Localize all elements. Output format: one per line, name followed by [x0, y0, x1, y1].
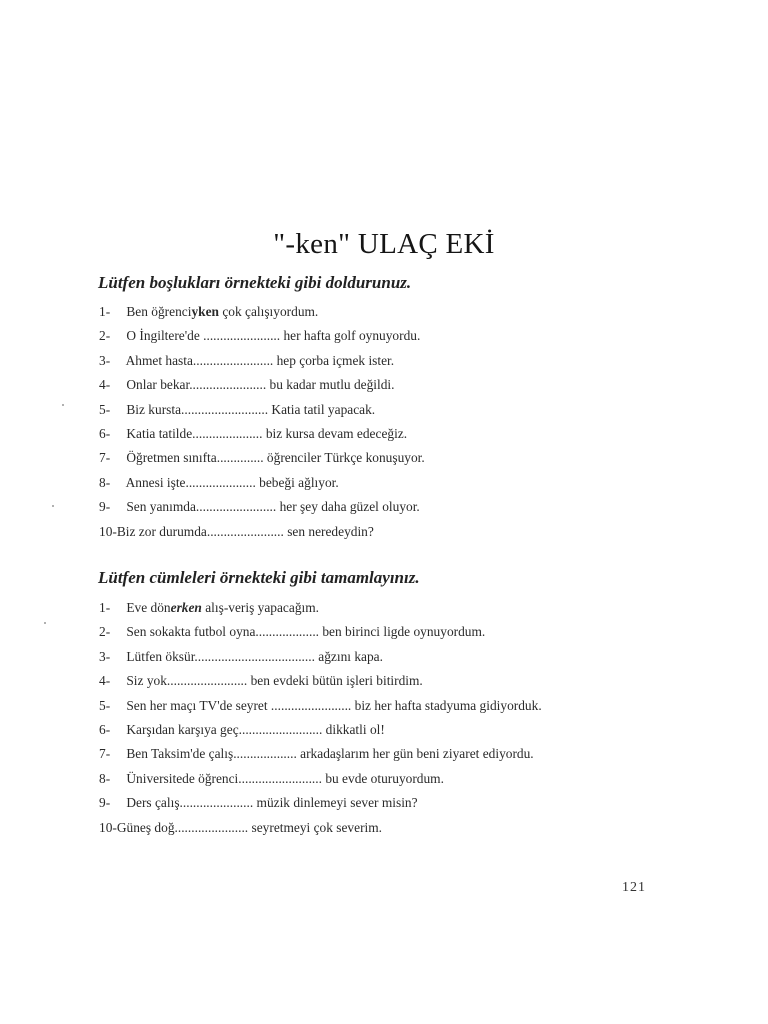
item-text: Eve dön: [126, 600, 171, 615]
scan-speck: [52, 505, 54, 507]
item-example-suffix: yken: [191, 304, 219, 319]
item-number: 5-: [99, 697, 111, 713]
section-2-instruction: Lütfen cümleleri örnekteki gibi tamamlayınız.: [98, 568, 420, 587]
item-text: Karşıdan karşıya geç......................... dikkatli ol!: [126, 721, 385, 737]
exercise-item: [99, 398, 425, 422]
exercise-item: [99, 349, 425, 373]
exercise-item: [99, 669, 542, 693]
exercise-item: [99, 520, 425, 544]
item-number: 1-: [99, 304, 111, 319]
exercise-item: [99, 324, 425, 348]
item-text: Biz kursta.......................... Katia tatil yapacak.: [126, 401, 376, 417]
exercise-item: [99, 791, 542, 815]
exercise-item: [99, 816, 542, 840]
section-1-instruction: Lütfen boşlukları örnekteki gibi doldurunuz.: [98, 273, 412, 292]
exercise-item: [99, 620, 542, 644]
item-text: Siz yok........................ ben evdeki bütün işleri bitirdim.: [126, 673, 423, 689]
item-text: Ahmet hasta........................ hep çorba içmek ister.: [125, 352, 395, 368]
item-text: Öğretmen sınıfta.............. öğrenciler Türkçe konuşuyor.: [126, 450, 425, 466]
exercise-item: [99, 471, 425, 495]
exercise-item: [99, 767, 542, 791]
item-text: Güneş doğ...................... seyretmeyi çok severim.: [116, 819, 383, 835]
item-number: 8-: [99, 770, 111, 786]
item-number: 10-: [99, 523, 117, 539]
item-text: Katia tatilde..................... biz kursa devam edeceğiz.: [126, 425, 408, 441]
section-1-exercise-list: [99, 300, 425, 544]
item-text: Lütfen öksür.................................... ağzını kapa.: [126, 648, 383, 664]
item-text: Ben Taksim'de çalış................... arkadaşlarım her gün beni ziyaret ediyordu.: [126, 746, 534, 762]
page-title: "-ken" ULAÇ EKİ: [273, 228, 495, 260]
item-number: 7-: [99, 450, 111, 466]
item-number: 8-: [99, 474, 111, 490]
item-text: Biz zor durumda....................... sen neredeydin?: [116, 523, 374, 539]
exercise-item: [99, 596, 542, 620]
exercise-item: [99, 694, 542, 718]
item-text: Annesi işte..................... bebeği ağlıyor.: [125, 474, 339, 490]
item-number: 9-: [99, 795, 111, 811]
item-text: Ben öğrenci: [126, 304, 192, 319]
item-text-end: alış-veriş yapacağım.: [201, 600, 319, 615]
exercise-item: [99, 495, 425, 519]
item-text-end: çok çalışıyordum.: [218, 304, 319, 319]
item-number: 3-: [99, 352, 111, 368]
item-number: 9-: [99, 499, 111, 515]
item-number: 7-: [99, 746, 111, 762]
item-number: 4-: [99, 377, 111, 393]
item-text: Sen sokakta futbol oyna................... ben birinci ligde oynuyordum.: [126, 624, 486, 640]
item-number: 2-: [99, 624, 111, 640]
item-number: 1-: [99, 600, 111, 615]
exercise-item: [99, 742, 542, 766]
item-text: Onlar bekar....................... bu kadar mutlu değildi.: [126, 377, 395, 393]
scan-speck: [62, 404, 64, 406]
item-text: Ders çalış...................... müzik dinlemeyi sever misin?: [126, 795, 418, 811]
item-text: Sen yanımda........................ her şey daha güzel oluyor.: [126, 499, 420, 515]
item-text: Sen her maçı TV'de seyret ........................ biz her hafta stadyuma gidiyorduk.: [126, 697, 542, 713]
exercise-item: [99, 373, 425, 397]
item-text: O İngiltere'de ....................... her hafta golf oynuyordu.: [126, 328, 421, 344]
section-2-exercise-list: [99, 596, 542, 840]
exercise-item: [99, 300, 425, 324]
item-number: 6-: [99, 721, 111, 737]
exercise-item: [99, 446, 425, 470]
item-number: 5-: [99, 401, 111, 417]
item-example-suffix: erken: [170, 600, 202, 615]
item-number: 6-: [99, 425, 111, 441]
exercise-item: [99, 645, 542, 669]
scan-speck: [44, 622, 46, 624]
item-number: 4-: [99, 673, 111, 689]
item-number: 10-: [99, 819, 117, 835]
exercise-item: [99, 422, 425, 446]
page-number: 121: [622, 880, 646, 895]
exercise-item: [99, 718, 542, 742]
item-text: Üniversitede öğrenci......................... bu evde oturuyordum.: [126, 770, 444, 786]
item-number: 2-: [99, 328, 111, 344]
item-number: 3-: [99, 648, 111, 664]
